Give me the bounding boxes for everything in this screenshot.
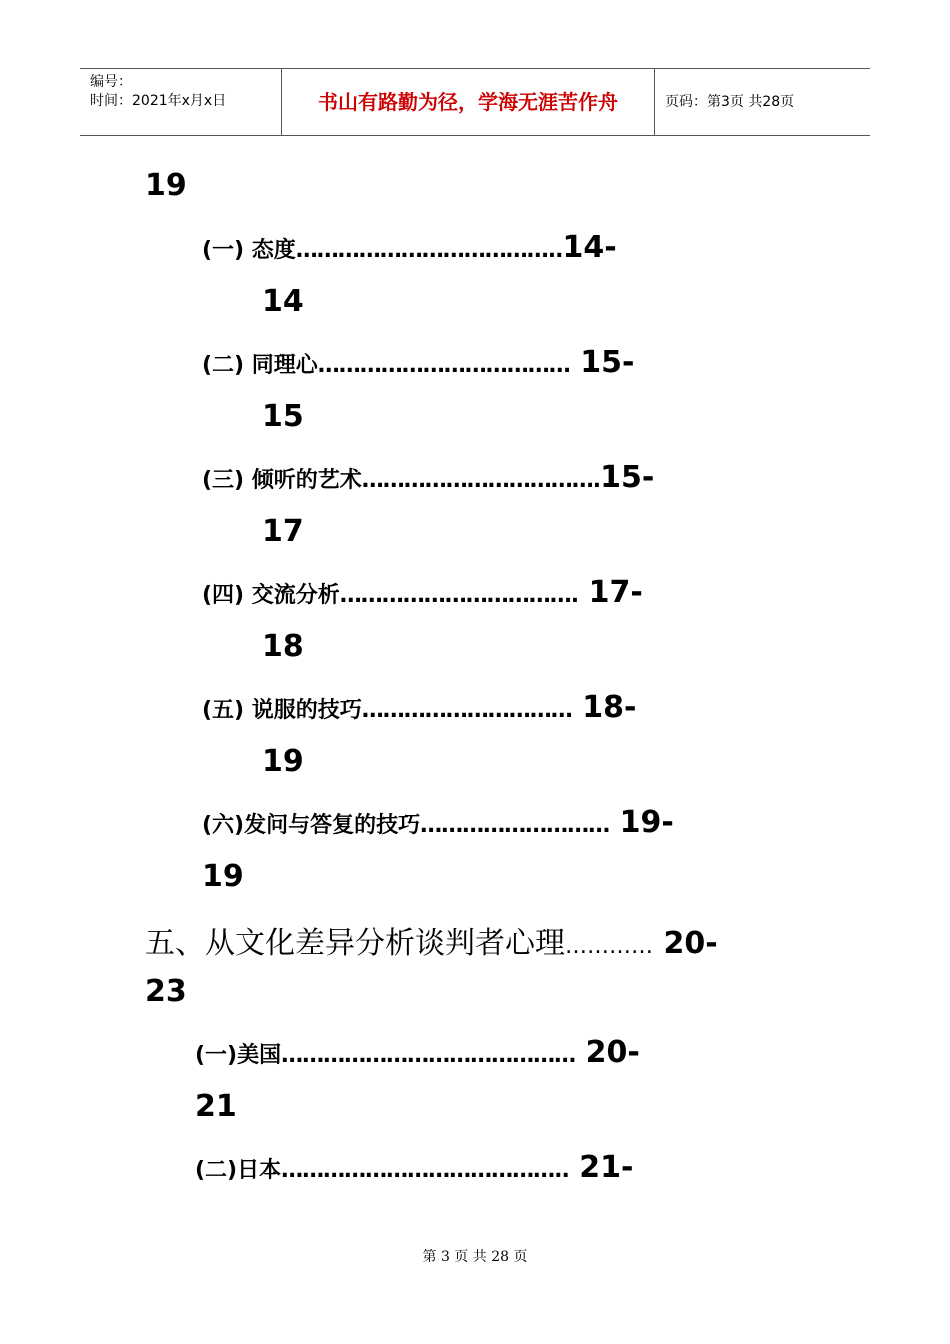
toc-page-range: 20- — [575, 1035, 640, 1070]
page-footer: 第 3 页 共 28 页 — [422, 1249, 528, 1265]
toc-entry — [202, 805, 674, 840]
toc-leader-dots: ……………………………. — [361, 468, 601, 493]
toc-page-end: 17 — [262, 514, 304, 549]
toc-page-range: 21- — [568, 1150, 634, 1185]
toc-page-range: 18- — [571, 690, 637, 725]
toc-page-range: 14- — [562, 230, 617, 265]
toc-leader-dots: ……………………………….. — [295, 238, 563, 263]
toc-entry — [202, 345, 634, 380]
toc-section-label: 五、从文化差异分析谈判者心理 — [145, 926, 565, 961]
toc-entry — [202, 230, 617, 265]
toc-leader-dots: ……………………… — [420, 813, 610, 838]
toc-page-range: 17- — [578, 575, 643, 610]
toc-entry-label: (一) 态度 — [202, 238, 296, 263]
toc-leader-dots: …………………………………… — [281, 1043, 576, 1068]
toc-page-end: 18 — [262, 629, 304, 664]
toc-page-end: 14 — [262, 284, 304, 319]
toc-leader-dots: ………… — [565, 934, 653, 959]
toc-section-entry — [145, 918, 718, 962]
toc-leader-dots: ………………………… — [361, 698, 572, 723]
toc-entry — [195, 1035, 640, 1070]
time-label: 时间：2021年x月x日 — [90, 93, 227, 109]
toc-entry-label: (二)日本 — [195, 1158, 282, 1183]
toc-leader-dots: ……………………………… — [317, 353, 570, 378]
toc-page-end: 19 — [262, 744, 304, 779]
toc-entry-label: (四) 交流分析 — [202, 583, 340, 608]
toc-entry-label: (五) 说服的技巧 — [202, 698, 362, 723]
toc-page-end: 19 — [202, 859, 244, 894]
toc-entry-label: (六)发问与答复的技巧 — [202, 813, 421, 838]
page-header — [80, 68, 870, 136]
number-label: 编号： — [90, 74, 132, 90]
toc-entry — [202, 460, 654, 495]
toc-page-range: 15- — [600, 460, 655, 495]
toc-entry-label: (三) 倾听的艺术 — [202, 468, 362, 493]
motto: 书山有路勤为径，学海无涯苦作舟 — [281, 69, 655, 135]
toc-page-range: 15- — [569, 345, 635, 380]
toc-entry-label: (一)美国 — [195, 1043, 282, 1068]
toc-page-end: 15 — [262, 399, 304, 434]
toc-continued-number: 19 — [145, 168, 187, 203]
toc-entry — [202, 690, 636, 725]
toc-page-end: 23 — [145, 974, 187, 1009]
toc-page-range: 19- — [609, 805, 674, 840]
toc-entry-label: (二) 同理心 — [202, 353, 318, 378]
toc-leader-dots: ………………………………….. — [281, 1158, 569, 1183]
header-info-cell — [80, 69, 281, 135]
toc-page-range: 20- — [653, 926, 718, 961]
toc-page-end: 21 — [195, 1089, 237, 1124]
page-info: 页码：第3页 共28页 — [665, 94, 795, 110]
toc-entry — [202, 575, 643, 610]
toc-leader-dots: ……………………………. — [339, 583, 579, 608]
toc-entry — [195, 1150, 634, 1185]
